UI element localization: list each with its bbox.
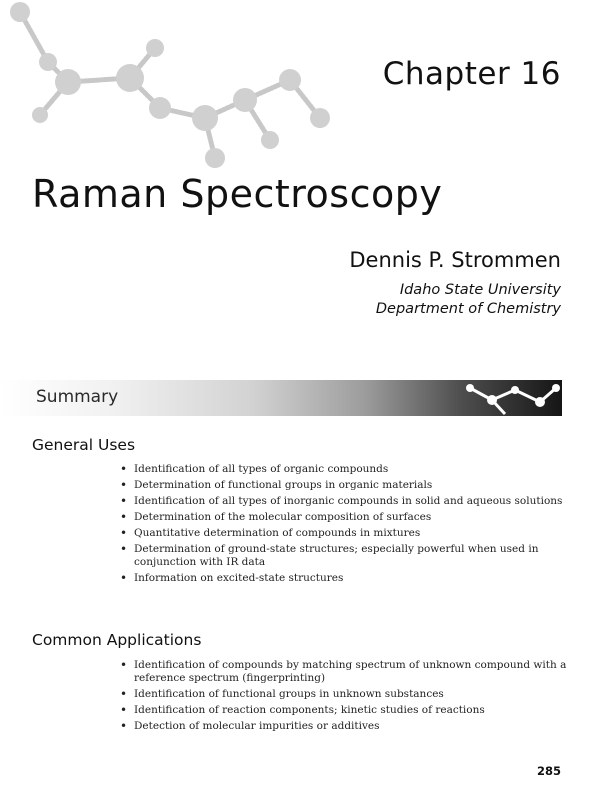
list-item: • Determination of the molecular composition of surfaces bbox=[118, 511, 568, 524]
general-uses-list bbox=[118, 463, 568, 588]
list-item: • Identification of compounds by matching spectrum of unknown compound with a reference spectrum (fingerprinting) bbox=[118, 659, 568, 685]
author-department: Department of Chemistry bbox=[375, 301, 561, 317]
list-item: • Identification of all types of organic compounds bbox=[118, 463, 568, 476]
common-applications-list bbox=[118, 659, 568, 736]
list-item: • Determination of functional groups in organic materials bbox=[118, 479, 568, 492]
list-item: • Detection of molecular impurities or additives bbox=[118, 720, 568, 733]
list-item: • Identification of reaction components; kinetic studies of reactions bbox=[118, 704, 568, 717]
list-item: • Quantitative determination of compounds in mixtures bbox=[118, 527, 568, 540]
chapter-title: Raman Spectroscopy bbox=[32, 172, 443, 216]
common-applications-heading: Common Applications bbox=[32, 631, 202, 649]
list-item: • Identification of all types of inorganic compounds in solid and aqueous solutions bbox=[118, 495, 568, 508]
page-number: 285 bbox=[536, 764, 561, 778]
general-uses-heading: General Uses bbox=[32, 436, 136, 454]
list-item: • Information on excited-state structures bbox=[118, 572, 568, 585]
author-name: Dennis P. Strommen bbox=[349, 248, 561, 272]
list-item: • Determination of ground-state structures; especially powerful when used in conjunction with IR data bbox=[118, 543, 568, 569]
list-item: • Identification of functional groups in unknown substances bbox=[118, 688, 568, 701]
molecule-illustration bbox=[0, 0, 360, 190]
author-university: Idaho State University bbox=[399, 282, 561, 298]
chapter-number: Chapter 16 bbox=[382, 56, 561, 92]
summary-heading: Summary bbox=[36, 387, 119, 407]
